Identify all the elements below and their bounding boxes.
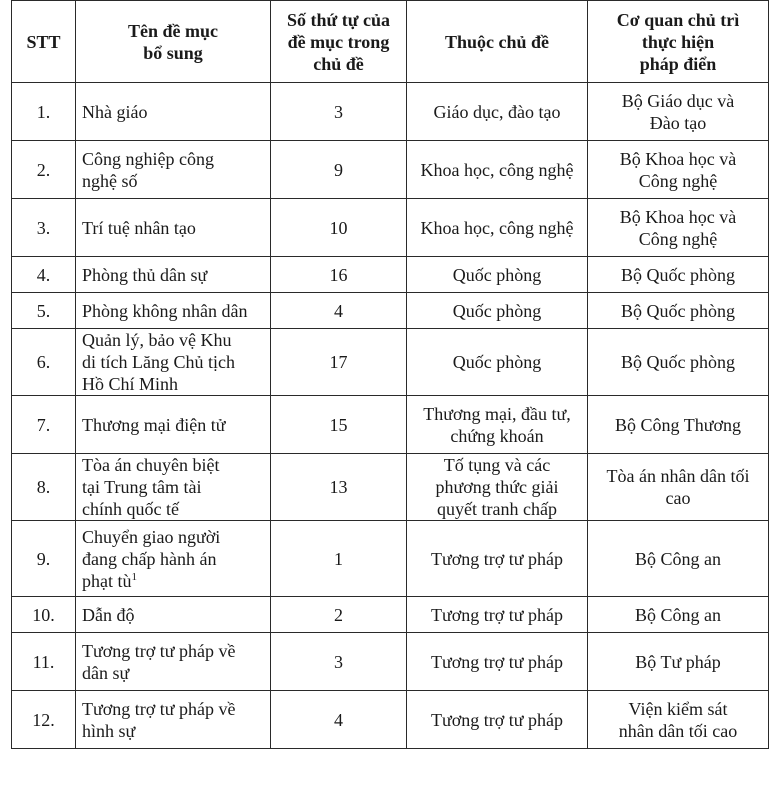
- topic-line: Khoa học, công nghệ: [420, 159, 574, 180]
- cell-order-number: [271, 597, 407, 633]
- agency-line: Tòa án nhân dân tối cao: [606, 466, 750, 508]
- cell-item-name: [76, 199, 271, 257]
- row-number: 10.: [32, 604, 55, 625]
- item-name-line: Trí tuệ nhân tạo: [82, 217, 196, 238]
- cell-order-number: [271, 396, 407, 454]
- header-order-line: Số thứ tự của: [286, 9, 391, 30]
- cell-order-number: [271, 83, 407, 141]
- agency-line: Bộ Quốc phòng: [621, 300, 735, 321]
- agency-line: Công nghệ: [638, 228, 718, 249]
- item-name-line: Tòa án chuyên biệt: [82, 455, 220, 475]
- item-name-line: Tương trợ tư pháp về: [82, 640, 236, 661]
- order-number: 10: [329, 217, 348, 238]
- item-name-line: Phòng không nhân dân: [82, 300, 248, 321]
- cell-topic: [407, 454, 588, 521]
- cell-order-number: [271, 199, 407, 257]
- row-number: 8.: [36, 477, 51, 497]
- cell-agency: [588, 597, 769, 633]
- cell-stt: [12, 83, 76, 141]
- item-name-line-with-footnote: [82, 570, 264, 592]
- cell-agency: [588, 257, 769, 293]
- topic-line: Tương trợ tư pháp: [430, 709, 564, 730]
- cell-agency: [588, 454, 769, 521]
- cell-agency: [588, 396, 769, 454]
- cell-order-number: [271, 454, 407, 521]
- topic-line: Tương trợ tư pháp: [430, 604, 564, 625]
- cell-order-number: [271, 521, 407, 597]
- agency-line: Bộ Công an: [634, 548, 721, 569]
- table-row: [12, 691, 769, 749]
- header-agency-line: pháp điển: [639, 53, 717, 74]
- table-row: [12, 257, 769, 293]
- cell-topic: [407, 633, 588, 691]
- item-name-line: Phòng thủ dân sự: [82, 264, 208, 285]
- row-number: 4.: [36, 264, 51, 285]
- agency-line: Bộ Công Thương: [615, 414, 741, 435]
- topic-line: Tương trợ tư pháp: [430, 651, 564, 672]
- agency-line: Đào tạo: [649, 112, 707, 133]
- item-name-line: tại Trung tâm tài: [82, 477, 202, 497]
- cell-item-name: [76, 83, 271, 141]
- header-agency-line: thực hiện: [641, 31, 715, 52]
- cell-item-name: [76, 521, 271, 597]
- order-number: 4: [334, 300, 343, 321]
- agency-line: nhân dân tối cao: [618, 720, 738, 741]
- row-number: 1.: [36, 101, 51, 122]
- topic-line: Tương trợ tư pháp: [430, 548, 564, 569]
- table-row: [12, 293, 769, 329]
- order-number: 4: [334, 709, 343, 730]
- cell-order-number: [271, 293, 407, 329]
- cell-item-name: [76, 141, 271, 199]
- cell-topic: [407, 597, 588, 633]
- table-row: [12, 83, 769, 141]
- item-name-line: Tương trợ tư pháp về: [82, 698, 236, 719]
- table-row: [12, 396, 769, 454]
- item-name-line: Thương mại điện tử: [82, 414, 226, 435]
- cell-topic: [407, 257, 588, 293]
- row-number: 12.: [32, 709, 55, 730]
- agency-line: Bộ Quốc phòng: [621, 352, 735, 372]
- header-name-line: Tên đề mục: [128, 20, 218, 41]
- cell-item-name: [76, 454, 271, 521]
- order-number: 13: [329, 477, 348, 497]
- cell-stt: [12, 329, 76, 396]
- cell-order-number: [271, 633, 407, 691]
- cell-stt: [12, 141, 76, 199]
- cell-topic: [407, 199, 588, 257]
- cell-topic: [407, 521, 588, 597]
- item-name-line: chính quốc tế: [82, 499, 179, 519]
- row-number: 11.: [32, 651, 55, 672]
- cell-agency: [588, 521, 769, 597]
- item-name-line: di tích Lăng Chủ tịch: [82, 352, 235, 372]
- cell-item-name: [76, 597, 271, 633]
- header-agency-line: Cơ quan chủ trì: [616, 9, 740, 30]
- agency-line: Bộ Tư pháp: [635, 651, 721, 672]
- header-order-line: đề mục trong: [287, 31, 390, 52]
- topic-line: Quốc phòng: [452, 352, 542, 372]
- header-agency: [588, 1, 769, 83]
- row-number: 2.: [36, 159, 51, 180]
- item-name-line: Quản lý, bảo vệ Khu: [82, 330, 232, 350]
- table-row: [12, 633, 769, 691]
- topic-line: chứng khoán: [450, 425, 544, 446]
- table-row: [12, 329, 769, 396]
- cell-order-number: [271, 257, 407, 293]
- cell-topic: [407, 396, 588, 454]
- cell-stt: [12, 521, 76, 597]
- table-body: [12, 83, 769, 749]
- agency-line: Viện kiểm sát: [628, 698, 728, 719]
- cell-stt: [12, 257, 76, 293]
- table-row: [12, 454, 769, 521]
- item-name-line: Hồ Chí Minh: [82, 374, 179, 394]
- cell-agency: [588, 329, 769, 396]
- cell-stt: [12, 454, 76, 521]
- cell-topic: [407, 293, 588, 329]
- topic-line: phương thức giải: [435, 477, 559, 497]
- cell-agency: [588, 633, 769, 691]
- cell-order-number: [271, 691, 407, 749]
- order-number: 3: [334, 651, 343, 672]
- order-number: 16: [329, 264, 348, 285]
- cell-item-name: [76, 691, 271, 749]
- header-topic-label: Thuộc chủ đề: [444, 31, 550, 52]
- row-number: 5.: [36, 300, 51, 321]
- order-number: 2: [334, 604, 343, 625]
- order-number: 1: [334, 548, 343, 569]
- table-row: [12, 199, 769, 257]
- cell-agency: [588, 141, 769, 199]
- agency-line: Bộ Giáo dục và: [621, 90, 735, 111]
- item-name-line: dân sự: [82, 662, 130, 683]
- agency-line: Bộ Khoa học và: [619, 206, 737, 227]
- topic-line: Thương mại, đầu tư,: [423, 403, 571, 424]
- cell-stt: [12, 633, 76, 691]
- cell-order-number: [271, 329, 407, 396]
- agency-line: Bộ Quốc phòng: [621, 264, 735, 285]
- row-number: 9.: [36, 548, 51, 569]
- row-number: 3.: [36, 217, 51, 238]
- item-name-line: hình sự: [82, 720, 136, 741]
- cell-topic: [407, 83, 588, 141]
- cell-agency: [588, 293, 769, 329]
- cell-stt: [12, 396, 76, 454]
- item-name-line: nghệ số: [82, 170, 138, 191]
- cell-stt: [12, 597, 76, 633]
- header-stt: [12, 1, 76, 83]
- cell-stt: [12, 199, 76, 257]
- cell-topic: [407, 141, 588, 199]
- topic-line: Tố tụng và các: [443, 455, 551, 475]
- cell-topic: [407, 329, 588, 396]
- topic-line: quyết tranh chấp: [437, 499, 557, 519]
- header-row: [12, 1, 769, 83]
- cell-order-number: [271, 141, 407, 199]
- cell-agency: [588, 199, 769, 257]
- cell-agency: [588, 691, 769, 749]
- order-number: 15: [329, 414, 348, 435]
- header-stt-label: STT: [26, 31, 61, 52]
- header-name: [76, 1, 271, 83]
- header-name-line: bổ sung: [143, 42, 203, 63]
- cell-item-name: [76, 257, 271, 293]
- item-name-line: Chuyển giao người: [82, 526, 221, 547]
- order-number: 17: [329, 352, 348, 372]
- cell-item-name: [76, 633, 271, 691]
- agency-line: Bộ Khoa học và: [619, 148, 737, 169]
- cell-agency: [588, 83, 769, 141]
- topic-line: Quốc phòng: [452, 264, 542, 285]
- cell-topic: [407, 691, 588, 749]
- cell-item-name: [76, 329, 271, 396]
- item-name-line: Công nghiệp công: [82, 148, 214, 169]
- topic-line: Giáo dục, đào tạo: [433, 101, 561, 122]
- table-row: [12, 521, 769, 597]
- header-order-line: chủ đề: [313, 53, 364, 74]
- item-name-line: Dẫn độ: [82, 604, 135, 625]
- table-row: [12, 141, 769, 199]
- cell-item-name: [76, 396, 271, 454]
- row-number: 6.: [36, 352, 51, 372]
- table-row: [12, 597, 769, 633]
- topic-line: Khoa học, công nghệ: [420, 217, 574, 238]
- row-number: 7.: [36, 414, 51, 435]
- footnote-marker: 1: [131, 570, 137, 583]
- order-number: 9: [334, 159, 343, 180]
- header-order: [271, 1, 407, 83]
- topic-line: Quốc phòng: [452, 300, 542, 321]
- supplementary-items-table: [11, 0, 769, 749]
- item-name-line: Nhà giáo: [82, 101, 148, 122]
- cell-item-name: [76, 293, 271, 329]
- agency-line: Công nghệ: [638, 170, 718, 191]
- cell-stt: [12, 691, 76, 749]
- item-name-line: phạt tù: [82, 570, 132, 591]
- item-name-line: đang chấp hành án: [82, 548, 217, 569]
- cell-stt: [12, 293, 76, 329]
- header-topic: [407, 1, 588, 83]
- order-number: 3: [334, 101, 343, 122]
- agency-line: Bộ Công an: [634, 604, 721, 625]
